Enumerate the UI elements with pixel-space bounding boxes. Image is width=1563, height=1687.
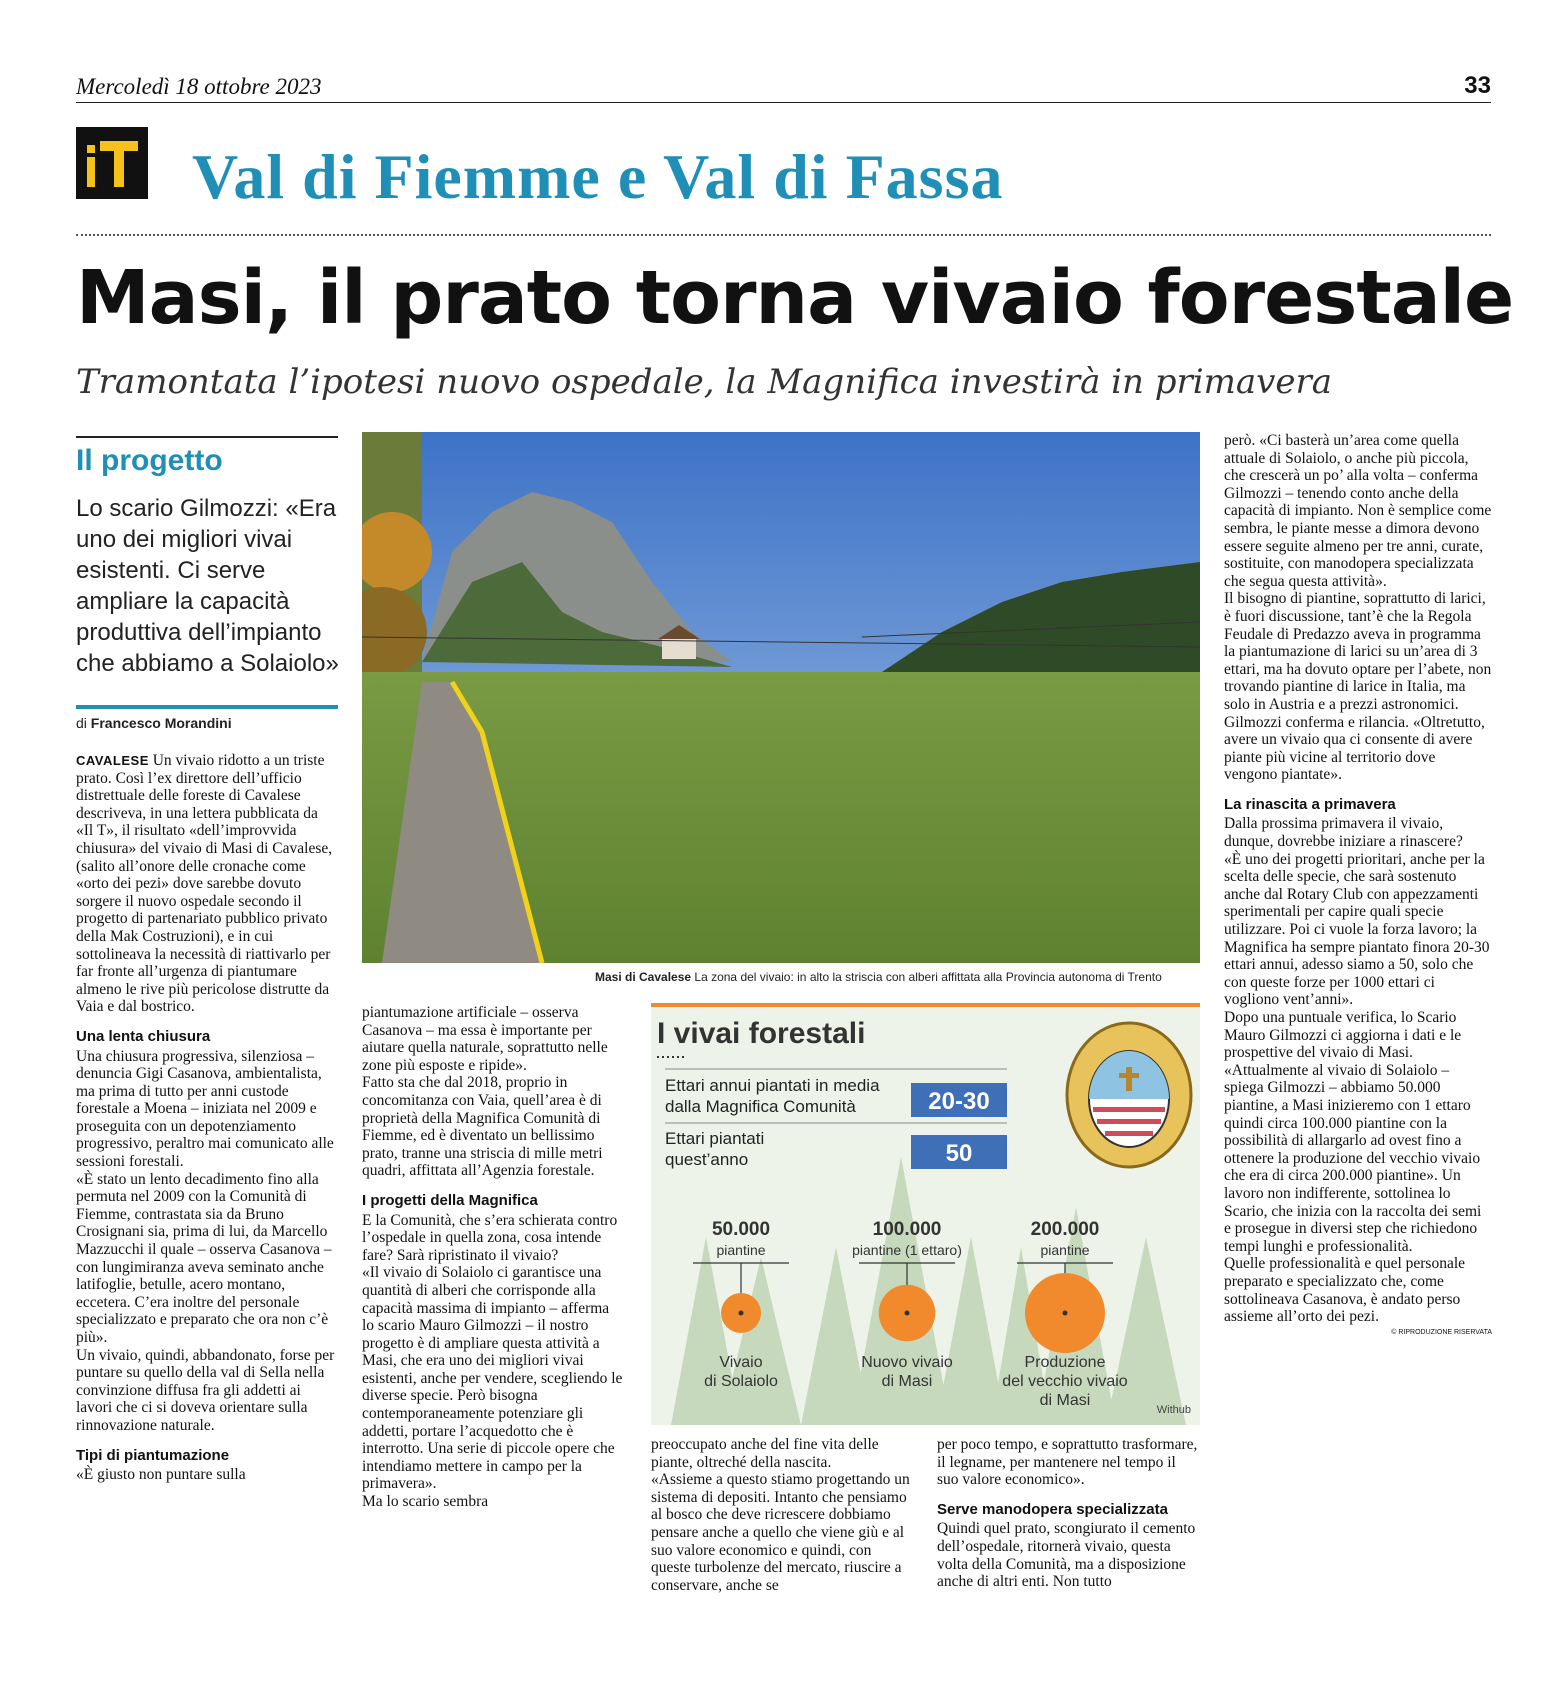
article-column-4 xyxy=(937,1436,1200,1591)
subhead: I progetti della Magnifica xyxy=(362,1191,538,1209)
paragraph: per poco tempo, e soprattutto trasformare, il legname, per mantenere nel tempo il suo valore economico». xyxy=(937,1436,1198,1489)
stat2-label-line1: Ettari piantati xyxy=(665,1129,765,1148)
infographic-title: I vivai forestali xyxy=(657,1017,866,1050)
subhead: Serve manodopera specializzata xyxy=(937,1500,1168,1518)
byline-prefix: di xyxy=(76,715,87,731)
subhead: Tipi di piantumazione xyxy=(76,1446,230,1464)
bubble-value-label: 200.000 xyxy=(1030,1219,1100,1240)
bubble-center-dot xyxy=(739,1311,744,1316)
paragraph: piantumazione artificiale – osserva Casanova – ma essa è importante per aiutare quella naturale, soprattutto nelle zone più esposte e ripide». xyxy=(362,1004,608,1074)
bubble-center-dot xyxy=(905,1311,910,1316)
paragraph: Ma lo scario sembra xyxy=(362,1493,489,1511)
paragraph: Dalla prossima primavera il vivaio, dunque, dovrebbe iniziare a rinascere? xyxy=(1224,815,1463,851)
issue-date: Mercoledì 18 ottobre 2023 xyxy=(76,74,322,99)
bubble-category-label: del vecchio vivaio xyxy=(1002,1373,1128,1390)
bubble-category-label: di Solaiolo xyxy=(704,1373,778,1390)
article-column-1 xyxy=(76,752,338,1484)
paragraph: Dopo una puntuale verifica, lo Scario Mauro Gilmozzi ci aggiorna i dati e le prospettive del vivaio di Masi. «Attualmente al vivaio di Solaiolo – spiega Gilmozzi – abbiamo 50.000 piantine, a Masi inizieremo con 1 ettaro quindi circa 100.000 piantine con la possibilità di allargarlo ad ovest fino a ottenere la produzione del vecchio vivaio che era di circa 200.000 piantine». Un lavoro non indifferente, sottolinea lo Scario, che inizia con la raccolta dei semi e prosegue in diversi step che richiedono tempi lunghi e professionalità. xyxy=(1224,1009,1482,1255)
stat2-label-line2: quest’anno xyxy=(665,1150,749,1169)
bubble-category-label: Nuovo vivaio xyxy=(861,1354,953,1371)
bubble-unit-label: piantine xyxy=(1040,1242,1090,1258)
bubble-category-label: di Masi xyxy=(881,1373,933,1390)
article-column-2 xyxy=(362,1004,624,1511)
paragraph: E la Comunità, che s’era schierata contro l’ospedale in quella zona, cosa intende fare? Sarà ripristinato il vivaio? xyxy=(362,1211,618,1264)
paragraph: Fatto sta che dal 2018, proprio in concomitanza con Vaia, quell’area è di proprietà della Magnifica Comunità di Fiemme, ed è diventato un bellissimo prato, tranne una striscia di mille metri quadri, affittata all’Agenzia forestale. xyxy=(362,1074,603,1180)
page-number: 33 xyxy=(1464,72,1491,99)
paragraph: Un vivaio, quindi, abbandonato, forse per puntare su quello della val di Sella nella convinzione diffusa fra gli addetti ai lavori che ci si doveva orientare sulla rinnovazione naturale. xyxy=(76,1346,335,1434)
paragraph: «Assieme a questo stiamo progettando un sistema di depositi. Intanto che pensiamo al bosco che deve ricrescere dobbiamo pensare anche a quello che viene giù e al suo valore economico e quindi, con queste turbolenze del mercato, riuscire a conservare, anche se xyxy=(651,1471,910,1594)
section-divider xyxy=(76,234,1491,236)
paragraph: Quindi quel prato, scongiurato il cemento dell’ospedale, ritornerà vivaio, questa volta della Comunità, ma a disposizione anche di altri enti. Non tutto xyxy=(937,1520,1196,1591)
paragraph: Il bisogno di piantine, soprattutto di larici, è fuori discussione, tant’è che la Regola Feudale di Predazzo aveva in programma la piantumazione di larici su un’area di 3 ettari, ma ha dovuto optare per l’abete, non trovando piantine di larice in Italia, ma solo in Austria e a prezzi astronomici. xyxy=(1224,590,1492,713)
dateline: CAVALESE xyxy=(76,753,149,768)
infographic-credit: Withub xyxy=(1156,1404,1191,1416)
section-title: Val di Fiemme e Val di Fassa xyxy=(192,141,1004,212)
sidebar-title: Il progetto xyxy=(76,444,223,477)
infographic xyxy=(651,1003,1200,1425)
paragraph: CAVALESE Un vivaio ridotto a un triste prato. Così l’ex direttore dell’ufficio distrettuale delle foreste di Cavalese descriveva, in una lettera pubblicata da «Il T», il risultato «dell’improvvida chiusura» del vivaio di Masi di Cavalese, (salito all’onore delle cronache come «orto dei pezi» dove sarebbe dovuto sorgere il nuovo ospedale secondo il progetto di partenariato pubblico privato della Mak Costruzioni), e in cui sottolineava la necessità di riattivarlo per far fronte all’urgenza di piantumare almeno le rive più pericolose distrutte da Vaia e dal bostrico. xyxy=(76,752,333,1016)
bubble-category-label: Vivaio xyxy=(719,1354,763,1371)
bubble-unit-label: piantine (1 ettaro) xyxy=(852,1242,962,1258)
subhead: La rinascita a primavera xyxy=(1224,795,1396,813)
caption-place: Masi di Cavalese xyxy=(595,970,692,984)
paragraph: Quelle professionalità e quel personale preparato e specializzato che, come sottolineava Casanova, è andato perso assieme all’orto dei pezi. xyxy=(1224,1255,1466,1326)
subhead: Una lenta chiusura xyxy=(76,1027,211,1045)
bubble-category-label: Produzione xyxy=(1024,1354,1106,1371)
copyright: © RIPRODUZIONE RISERVATA xyxy=(1391,1328,1492,1336)
paragraph: «È giusto non puntare sulla xyxy=(76,1466,246,1484)
subheadline: Tramontata l’ipotesi nuovo ospedale, la Magnifica investirà in primavera xyxy=(76,362,1333,402)
stat1-label-line2: dalla Magnifica Comunità xyxy=(665,1097,856,1116)
article-photo xyxy=(362,432,1200,963)
sidebar-quote: Lo scario Gilmozzi: «Era uno dei migliori vivai esistenti. Ci serve ampliare la capacità produttiva dell’impianto che abbiamo a Solaiolo» xyxy=(76,495,339,677)
meadow-photo xyxy=(362,432,1200,963)
photo-caption xyxy=(595,970,1200,984)
bubble-unit-label: piantine xyxy=(716,1242,766,1258)
byline xyxy=(76,715,232,731)
caption-text: La zona del vivaio: in alto la striscia con alberi affittata alla Provincia autonoma di Trento xyxy=(694,970,1162,984)
paragraph: «È uno dei progetti prioritari, anche per la scelta delle specie, che sarà sostenuto anche dal Rotary Club con appezzamenti sperimentali per capire quali specie utilizzare. Poi ci vuole la forza lavoro; la Magnifica ha sempre piantato finora 20-30 ettari annui, adesso siamo a 50, solo che con queste forze per 1000 ettari ci vogliono vent’anni». xyxy=(1224,850,1490,1009)
paragraph: Una chiusura progressiva, silenziosa – denuncia Gigi Casanova, ambientalista, ma prima di tutto per anni custode forestale a Moena – iniziata nel 2009 e proseguita con un depotenziamento progressivo, peraltro mai comunicato alle sessioni forestali. xyxy=(76,1047,334,1171)
bubble-category-label: di Masi xyxy=(1039,1392,1091,1409)
paragraph: preoccupato anche del fine vita delle piante, oltreché della nascita. xyxy=(651,1436,879,1471)
bubble-value-label: 100.000 xyxy=(872,1219,942,1240)
stat1-value: 20-30 xyxy=(928,1088,990,1115)
paragraph: «Il vivaio di Solaiolo ci garantisce una quantità di alberi che corrisponde alla capacità massima di impianto – afferma lo scario Mauro Gilmozzi – il nostro progetto è di ampliare questa attività a Masi, che era uno dei migliori vivai esistenti, anche per vendere, scegliendo le diverse specie. Però bisogna contemporaneamente potenziare gli addetti, portare l’acquedotto che è interrotto. Una serie di piccole opere che intendiamo mettere in campo per la primavera». xyxy=(362,1264,623,1493)
stat1-label-line1: Ettari annui piantati in media xyxy=(665,1076,880,1095)
article-column-5 xyxy=(1224,432,1492,1338)
header-rule xyxy=(76,102,1491,103)
article-column-3 xyxy=(651,1436,913,1594)
newspaper-logo xyxy=(76,127,148,199)
paragraph: Gilmozzi conferma e rilancia. «Oltretutto, avere un vivaio qua ci consente di avere piante più vicine al territorio dove vengono piantate». xyxy=(1224,713,1485,784)
coat-of-arms xyxy=(1067,1023,1191,1167)
paragraph: però. «Ci basterà un’area come quella attuale di Solaiolo, o anche più piccola, che crescerà un po’ alla volta – conferma Gilmozzi – tenendo conto anche della capacità di impianto. Non è semplice come sembra, le piante messe a dimora devono essere seguite almeno per tre anni, curate, sostituite, con manodopera specializzata che segua questa attività». xyxy=(1224,432,1492,590)
bubble-center-dot xyxy=(1063,1311,1068,1316)
infographic-chart xyxy=(651,1007,1200,1425)
headline: Masi, il prato torna vivaio forestale xyxy=(76,255,1514,341)
paragraph: «È stato un lento decadimento fino alla permuta nel 2009 con la Comunità di Fiemme, contrastata sia da Bruno Crosignani sia, prima di lui, da Marcello Mazzucchi il quale – osserva Casanova – con lungimiranza aveva seminato anche latifoglie, betulle, acero montano, eccetera. C’era inoltre del personale specializzato e preparato che ora non c’è più». xyxy=(76,1170,332,1346)
bubble-chart xyxy=(693,1219,1128,1409)
byline-author: Francesco Morandini xyxy=(90,715,232,731)
stat2-value: 50 xyxy=(945,1140,973,1167)
sidebar-top-rule xyxy=(76,436,338,438)
sidebar-bottom-rule xyxy=(76,705,338,709)
bubble-value-label: 50.000 xyxy=(711,1219,771,1240)
